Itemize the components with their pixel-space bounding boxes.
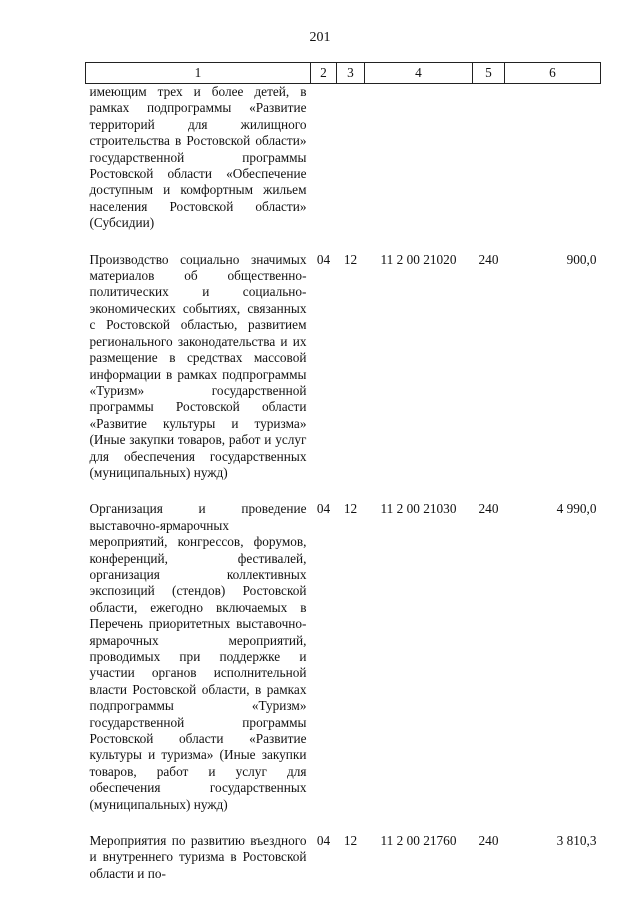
row-amount: 4 990,0	[556, 501, 597, 517]
budget-table	[85, 62, 601, 882]
header-col-1: 1	[86, 63, 311, 84]
table-row	[86, 252, 601, 502]
row-description: имеющим трех и более детей, в рамках подпрограммы «Развитие территорий для жилищного строительства в Ростовской области» государственной программы Ростовской области «Обеспечение доступным и комфортным жильем населения Ростовской области» (Субсидии)	[89, 84, 307, 231]
header-col-4: 4	[365, 63, 473, 84]
table-row	[86, 501, 601, 833]
row-subsection	[337, 84, 365, 252]
row-target-article	[365, 84, 473, 252]
row-description: Организация и проведение выставочно-ярмарочных мероприятий, конгрессов, форумов, конференций, фестивалей, организация коллективных экспозиций (стендов) Ростовской области, ежегодно включаемых в Перечень приоритетных выставочно-ярмарочных мероприятий, проводимых при поддержке и участии органов исполнительной власти Ростовской области, в рамках подпрограммы «Туризм» государственной программы Ростовской области «Развитие культуры и туризма» (Иные закупки товаров, работ и услуг для обеспечения государственных (муниципальных) нужд)	[89, 501, 307, 812]
table-row	[86, 84, 601, 252]
row-expense-type: 240	[478, 833, 499, 849]
row-target-article: 11 2 00 21030	[380, 501, 457, 517]
row-expense-type: 240	[478, 251, 499, 267]
row-section	[311, 84, 337, 252]
row-amount: 900,0	[566, 251, 597, 267]
row-amount: 3 810,3	[556, 833, 597, 849]
row-description: Мероприятия по развитию въездного и внутреннего туризма в Ростовской области и по-	[89, 833, 307, 881]
table-header-row	[86, 63, 601, 84]
row-expense-type	[473, 84, 505, 252]
row-section: 04	[316, 251, 331, 267]
row-section: 04	[316, 833, 331, 849]
row-target-article: 11 2 00 21020	[380, 251, 457, 267]
row-section: 04	[316, 501, 331, 517]
header-col-2: 2	[311, 63, 337, 84]
row-subsection: 12	[343, 833, 358, 849]
header-col-5: 5	[473, 63, 505, 84]
page-number: 201	[309, 30, 331, 45]
row-expense-type: 240	[478, 501, 499, 517]
table-row	[86, 833, 601, 882]
row-target-article: 11 2 00 21760	[380, 833, 457, 849]
header-col-6: 6	[505, 63, 601, 84]
header-col-3: 3	[337, 63, 365, 84]
row-description: Производство социально значимых материалов об общественно-политических и социально-экономических событиях, связанных с Ростовской областью, развитием регионального законодательства и их размещение в средствах массовой информации в рамках подпрограммы «Туризм» государственной программы Ростовской области «Развитие культуры и туризма» (Иные закупки товаров, работ и услуг для обеспечения государственных (муниципальных) нужд)	[89, 251, 307, 480]
row-subsection: 12	[343, 251, 358, 267]
row-amount	[505, 84, 601, 252]
row-subsection: 12	[343, 501, 358, 517]
